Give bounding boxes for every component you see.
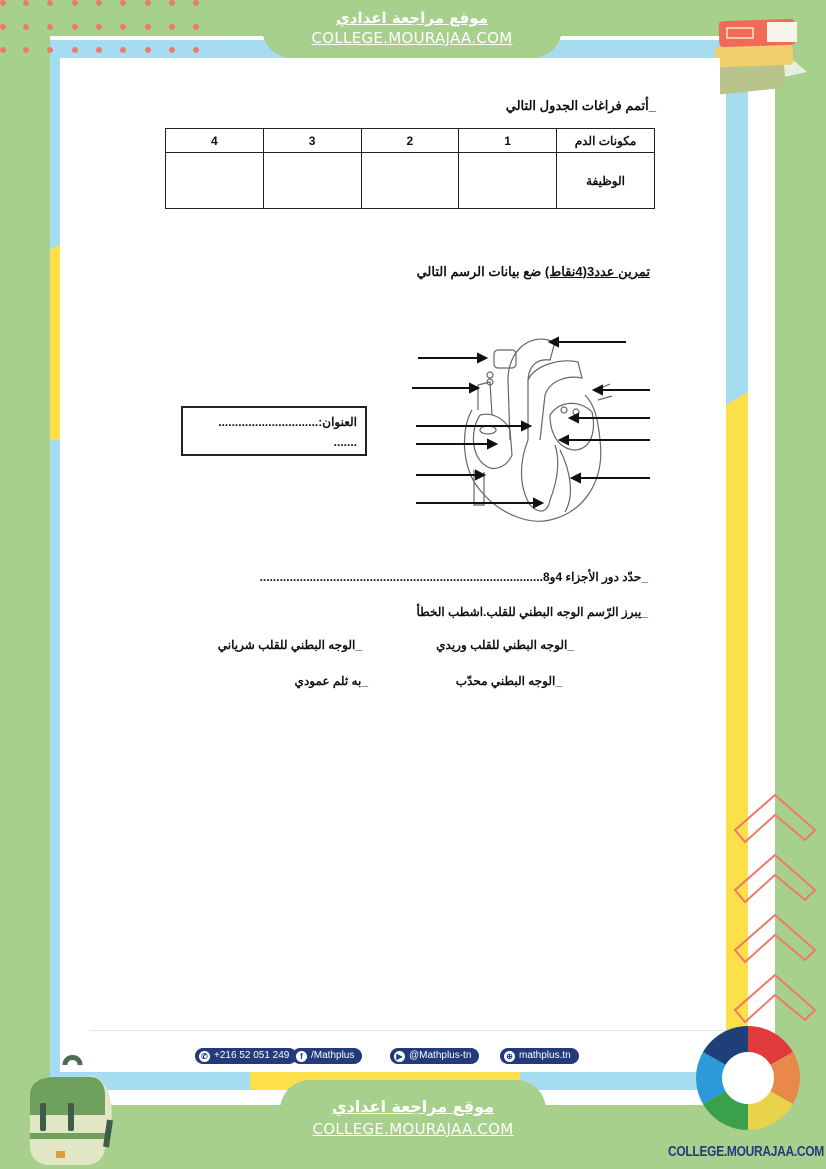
header-banner-latin[interactable]: COLLEGE.MOURAJAA.COM <box>311 29 513 47</box>
heart-diagram <box>400 320 660 540</box>
title-continuation: ....... <box>333 435 357 449</box>
exercise-3-instruction: ضع بيانات الرسم التالي <box>416 264 545 279</box>
facebook-label: /Mathplus <box>311 1050 355 1061</box>
diagram-title-box[interactable] <box>181 406 367 456</box>
question-2: _يبرز الرّسم الوجه البطني للقلب.اشطب الخطأ <box>416 605 648 619</box>
column-2: 2 <box>361 129 459 153</box>
footer-banner-latin[interactable]: COLLEGE.MOURAJAA.COM <box>312 1120 514 1138</box>
header-banner-arabic[interactable]: موقع مراجعة اعدادي <box>336 9 488 27</box>
website-label: mathplus.tn <box>519 1050 571 1061</box>
youtube-label: @Mathplus-tn <box>409 1050 472 1061</box>
header-banner[interactable] <box>262 0 562 58</box>
whatsapp-icon: ✆ <box>199 1051 210 1062</box>
option-2[interactable]: _الوجه البطني للقلب شرياني <box>217 638 362 652</box>
worksheet-page <box>60 58 720 1028</box>
answer-cell-1[interactable] <box>459 153 557 209</box>
social-whatsapp[interactable] <box>195 1048 297 1064</box>
facebook-icon: f <box>296 1051 307 1062</box>
row-header-function: الوظيفة <box>557 153 655 209</box>
row-header-components: مكونات الدم <box>557 129 655 153</box>
table-function-row <box>166 153 655 209</box>
footer-banner[interactable] <box>280 1080 546 1169</box>
column-1: 1 <box>459 129 557 153</box>
column-3: 3 <box>263 129 361 153</box>
table-instruction: _أتمم فراغات الجدول التالي <box>505 98 656 113</box>
logo-text[interactable]: COLLEGE.MOURAJAA.COM <box>668 1142 825 1160</box>
answer-cell-4[interactable] <box>166 153 264 209</box>
backpack-icon <box>10 1055 120 1165</box>
title-label: العنوان:.............................. <box>218 415 357 429</box>
question-1: _حدّد دور الأجزاء 4و8..................................................................................... <box>259 570 648 584</box>
option-1[interactable]: _الوجه البطني للقلب وريدي <box>436 638 574 652</box>
answer-cell-3[interactable] <box>263 153 361 209</box>
college-mourajaa-logo <box>694 1022 802 1134</box>
frame-yellow-left <box>50 244 60 440</box>
frame-left-green <box>0 0 50 1169</box>
whatsapp-label: +216 52 051 249 <box>214 1050 290 1061</box>
globe-icon: ⊕ <box>504 1051 515 1062</box>
column-4: 4 <box>166 129 264 153</box>
table-header-row <box>166 129 655 153</box>
option-3[interactable]: _الوجه البطني محدّب <box>455 674 562 688</box>
footer-banner-arabic[interactable]: موقع مراجعة اعدادي <box>331 1097 495 1116</box>
answer-cell-2[interactable] <box>361 153 459 209</box>
option-4[interactable]: _به ثلم عمودي <box>294 674 368 688</box>
exercise-3-title: تمرين عدد3(4نقاط) <box>544 264 650 279</box>
social-facebook[interactable] <box>292 1048 362 1064</box>
frame-blue-left <box>50 40 60 1090</box>
social-website[interactable] <box>500 1048 579 1064</box>
chevron-decoration-icon <box>730 790 826 1030</box>
exercise-3-heading <box>417 264 650 280</box>
social-links-bar <box>90 1030 730 1070</box>
blood-components-table <box>165 128 655 209</box>
youtube-icon: ▶ <box>394 1051 405 1062</box>
social-youtube[interactable] <box>390 1048 479 1064</box>
